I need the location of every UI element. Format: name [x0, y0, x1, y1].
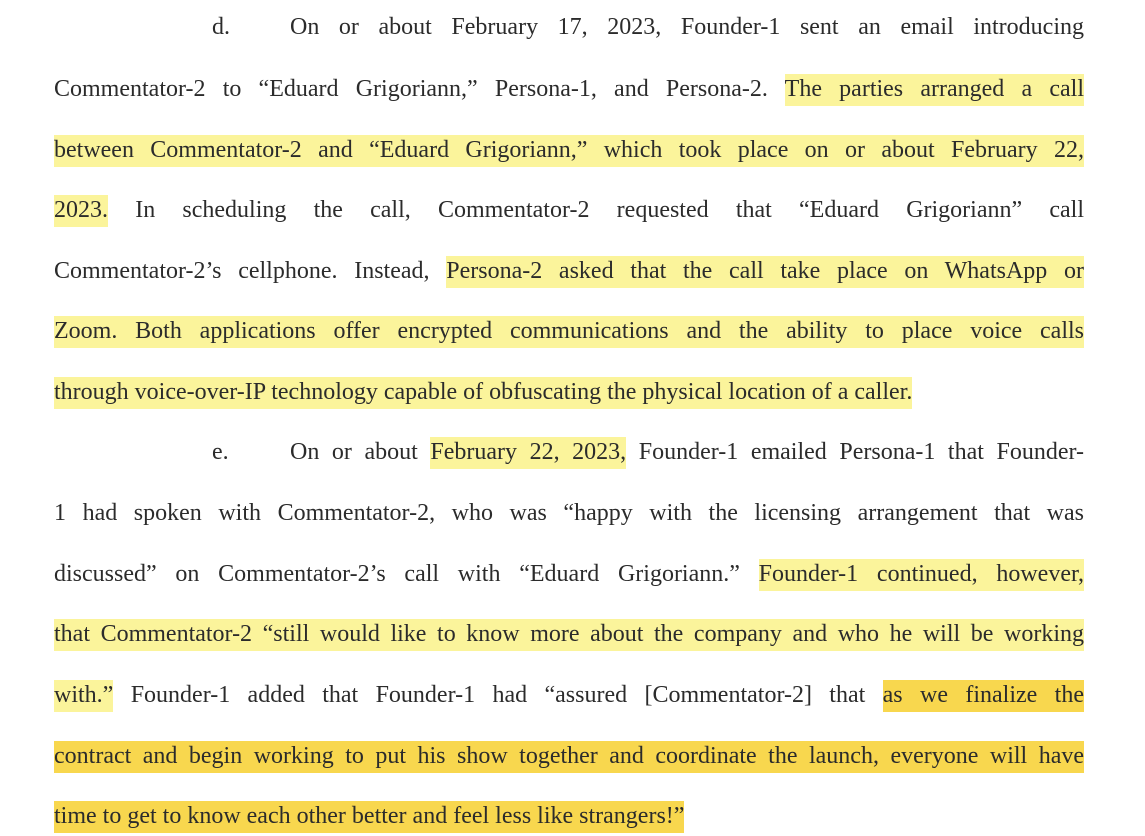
highlighted-text: that Commentator-2 “still would like to know more about the company and who he will be working — [54, 619, 1084, 651]
highlighted-text: 2023. — [54, 195, 108, 227]
highlighted-text: Persona-2 asked that the call take place on WhatsApp or — [446, 256, 1084, 288]
highlighted-text: through voice-over-IP technology capable of obfuscating the physical location of a caller. — [54, 377, 912, 409]
text-run: In scheduling the call, Commentator-2 requested that “Eduard Grigoriann” call — [108, 197, 1084, 223]
text-run: Founder-1 emailed Persona-1 that Founder- — [626, 439, 1084, 465]
text-run: 1 had spoken with Commentator-2, who was “happy with the licensing arrangement that was — [54, 500, 1084, 526]
text-run: Commentator-2 to “Eduard Grigoriann,” Persona-1, and Persona-2. — [54, 76, 785, 102]
para-d-line-5 — [54, 256, 1084, 286]
text-run: Commentator-2’s cellphone. Instead, — [54, 258, 447, 284]
highlighted-text-orange: time to get to know each other better and feel less like strangers!” — [54, 801, 684, 833]
para-e-line-3 — [54, 559, 1084, 589]
text-run: discussed” on Commentator-2’s call with “Eduard Grigoriann.” — [54, 561, 759, 587]
para-d-marker: d. — [212, 14, 230, 40]
para-e-line-7 — [54, 801, 1084, 831]
para-d-line-4 — [54, 195, 1084, 225]
highlighted-text: Founder-1 continued, however, — [759, 559, 1084, 591]
para-d-line-1 — [212, 12, 1084, 42]
para-d-line-2 — [54, 74, 1084, 104]
highlighted-text-orange: contract and begin working to put his show together and coordinate the launch, everyone will have — [54, 741, 1084, 773]
highlighted-text: with.” — [54, 680, 113, 712]
highlighted-text: between Commentator-2 and “Eduard Grigoriann,” which took place on or about February 22, — [54, 135, 1084, 167]
highlighted-text-orange: as we finalize the — [883, 680, 1084, 712]
para-e-line-2 — [54, 498, 1084, 528]
para-e-line-1 — [212, 437, 1084, 467]
para-d-line-7 — [54, 377, 1084, 407]
text-run: On or about — [290, 439, 431, 465]
text-run: Founder-1 added that Founder-1 had “assured [Commentator-2] that — [113, 682, 883, 708]
para-e-marker: e. — [212, 439, 229, 465]
highlighted-text: Zoom. Both applications offer encrypted communications and the ability to place voice calls — [54, 316, 1084, 348]
para-d-line-6 — [54, 316, 1084, 346]
para-e-line-4 — [54, 619, 1084, 649]
highlighted-text: February 22, 2023, — [430, 437, 626, 469]
text-run: On or about February 17, 2023, Founder-1 sent an email introducing — [290, 14, 1084, 40]
highlighted-text: The parties arranged a call — [785, 74, 1084, 106]
para-d-line-3 — [54, 135, 1084, 165]
para-e-line-5 — [54, 680, 1084, 710]
para-e-line-6 — [54, 741, 1084, 771]
